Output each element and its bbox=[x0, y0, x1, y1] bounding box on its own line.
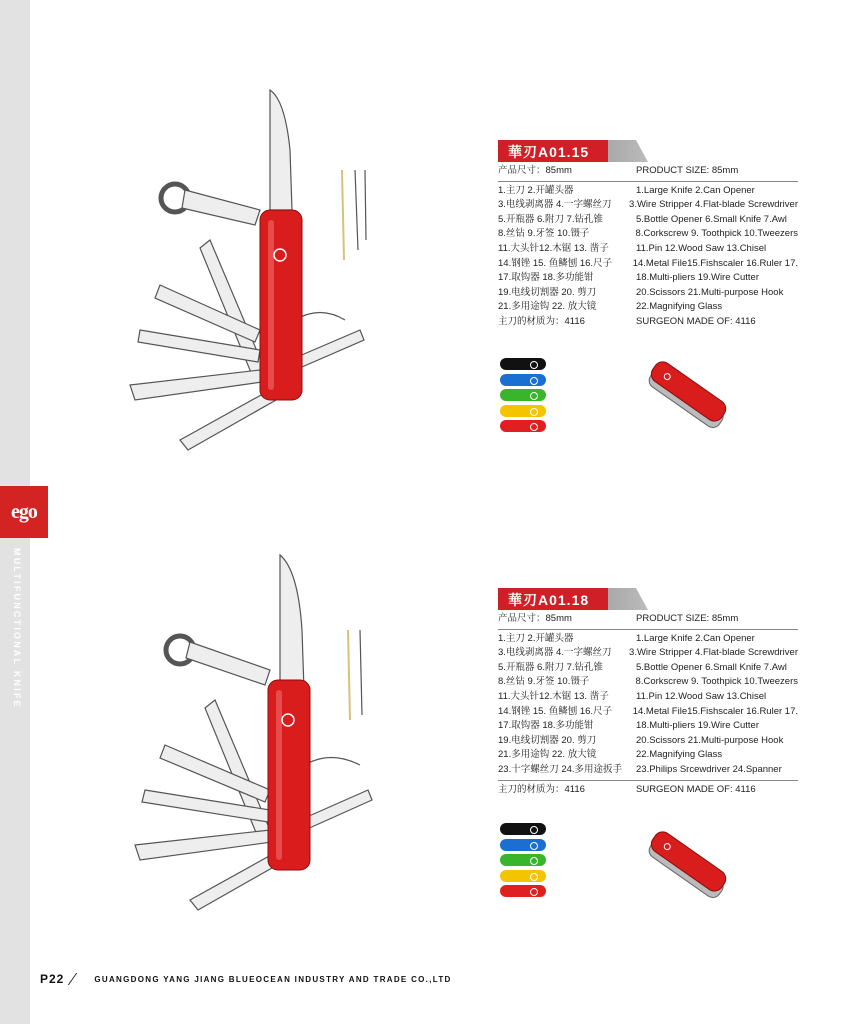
page-number: P22 bbox=[40, 972, 65, 986]
feature-row: 11.大头针12.木锯 13. 凿子 11.Pin 12.Wood Saw 13.Chisel bbox=[498, 690, 767, 702]
color-swatch-yellow bbox=[500, 405, 546, 417]
color-swatch-blue bbox=[500, 374, 546, 386]
material-row: 主刀的材质为：4116 SURGEON MADE OF: 4116 bbox=[498, 783, 756, 795]
feature-row: 17.取钩器 18.多功能钳 18.Multi-pliers 19.Wire Cutter bbox=[498, 720, 760, 732]
feature-row: 21.多用途钩 22. 放大镜 22.Magnifying Glass bbox=[498, 301, 723, 313]
material-row: 主刀的材质为：4116 SURGEON MADE OF: 4116 bbox=[498, 315, 756, 327]
spec-block bbox=[498, 164, 798, 330]
divider bbox=[498, 780, 798, 781]
feature-row: 17.取钩器 18.多功能钳 18.Multi-pliers 19.Wire Cutter bbox=[498, 272, 760, 284]
divider bbox=[498, 629, 798, 630]
size-row bbox=[498, 164, 798, 179]
color-swatch-red bbox=[500, 420, 546, 432]
size-cn: 产品尺寸：85mm bbox=[498, 613, 572, 624]
product-section-a0118 bbox=[0, 530, 859, 980]
color-swatch-green bbox=[500, 854, 546, 866]
size-en: PRODUCT SIZE: 85mm bbox=[636, 613, 739, 624]
product-title-tab bbox=[498, 588, 648, 610]
color-swatch-black bbox=[500, 823, 546, 835]
knife-illustration bbox=[120, 540, 380, 940]
feature-row: 1.主刀 2.开罐头器 1.Large Knife 2.Can Opener bbox=[498, 184, 755, 196]
product-model: 華刃A01.18 bbox=[508, 592, 590, 608]
product-section-a0115 bbox=[0, 60, 859, 510]
feature-row: 21.多用途钩 22. 放大镜 22.Magnifying Glass bbox=[498, 749, 723, 761]
company-name: GUANGDONG YANG JIANG BLUEOCEAN INDUSTRY AND TRADE CO.,LTD bbox=[94, 974, 452, 984]
feature-row: 3.电线剥离器 4.一字螺丝刀 3.Wire Stripper 4.Flat-blade Screwdriver bbox=[498, 199, 798, 211]
knife-thumbnail bbox=[635, 820, 735, 920]
color-swatch-yellow bbox=[500, 870, 546, 882]
side-category-label: MULTIFUNCTIONAL KNIFE bbox=[12, 548, 22, 709]
color-swatch-red bbox=[500, 885, 546, 897]
knife-illustration bbox=[120, 70, 380, 470]
spec-block bbox=[498, 612, 798, 797]
feature-row: 3.电线剥离器 4.一字螺丝刀 3.Wire Stripper 4.Flat-blade Screwdriver bbox=[498, 647, 798, 659]
feature-row: 8.丝钻 9.牙签 10.镊子 8.Corkscrew 9. Toothpick 10.Tweezers bbox=[498, 228, 798, 240]
divider bbox=[498, 181, 798, 182]
size-en: PRODUCT SIZE: 85mm bbox=[636, 165, 739, 176]
color-swatches bbox=[500, 823, 546, 901]
page-footer bbox=[40, 972, 452, 986]
knife-thumbnail bbox=[635, 350, 735, 450]
feature-row: 8.丝钻 9.牙签 10.镊子 8.Corkscrew 9. Toothpick 10.Tweezers bbox=[498, 676, 798, 688]
feature-row: 11.大头针12.木锯 13. 凿子 11.Pin 12.Wood Saw 13.Chisel bbox=[498, 242, 767, 254]
slash-divider bbox=[68, 973, 92, 985]
feature-row: 5.开瓶器 6.附刀 7.钻孔锥 5.Bottle Opener 6.Small Knife 7.Awl bbox=[498, 213, 787, 225]
product-model: 華刃A01.15 bbox=[508, 144, 590, 160]
feature-row: 23.十字螺丝刀 24.多用途扳手 23.Philips Srcewdriver 24.Spanner bbox=[498, 763, 782, 775]
size-cn: 产品尺寸：85mm bbox=[498, 165, 572, 176]
feature-row: 5.开瓶器 6.附刀 7.钻孔锥 5.Bottle Opener 6.Small Knife 7.Awl bbox=[498, 661, 787, 673]
color-swatch-black bbox=[500, 358, 546, 370]
color-swatch-green bbox=[500, 389, 546, 401]
color-swatch-blue bbox=[500, 839, 546, 851]
feature-row: 19.电线切割器 20. 剪刀 20.Scissors 21.Multi-purpose Hook bbox=[498, 734, 784, 746]
size-row bbox=[498, 612, 798, 627]
color-swatches bbox=[500, 358, 546, 436]
feature-row: 19.电线切割器 20. 剪刀 20.Scissors 21.Multi-purpose Hook bbox=[498, 286, 784, 298]
product-title-tab bbox=[498, 140, 648, 162]
brand-logo: ego bbox=[0, 486, 48, 538]
feature-row: 14.钢锉 15. 鱼鳞刨 16.尺子 14.Metal File15.Fishscaler 16.Ruler 17. bbox=[498, 257, 798, 269]
feature-row: 1.主刀 2.开罐头器 1.Large Knife 2.Can Opener bbox=[498, 632, 755, 644]
feature-row: 14.钢锉 15. 鱼鳞刨 16.尺子 14.Metal File15.Fishscaler 16.Ruler 17. bbox=[498, 705, 798, 717]
